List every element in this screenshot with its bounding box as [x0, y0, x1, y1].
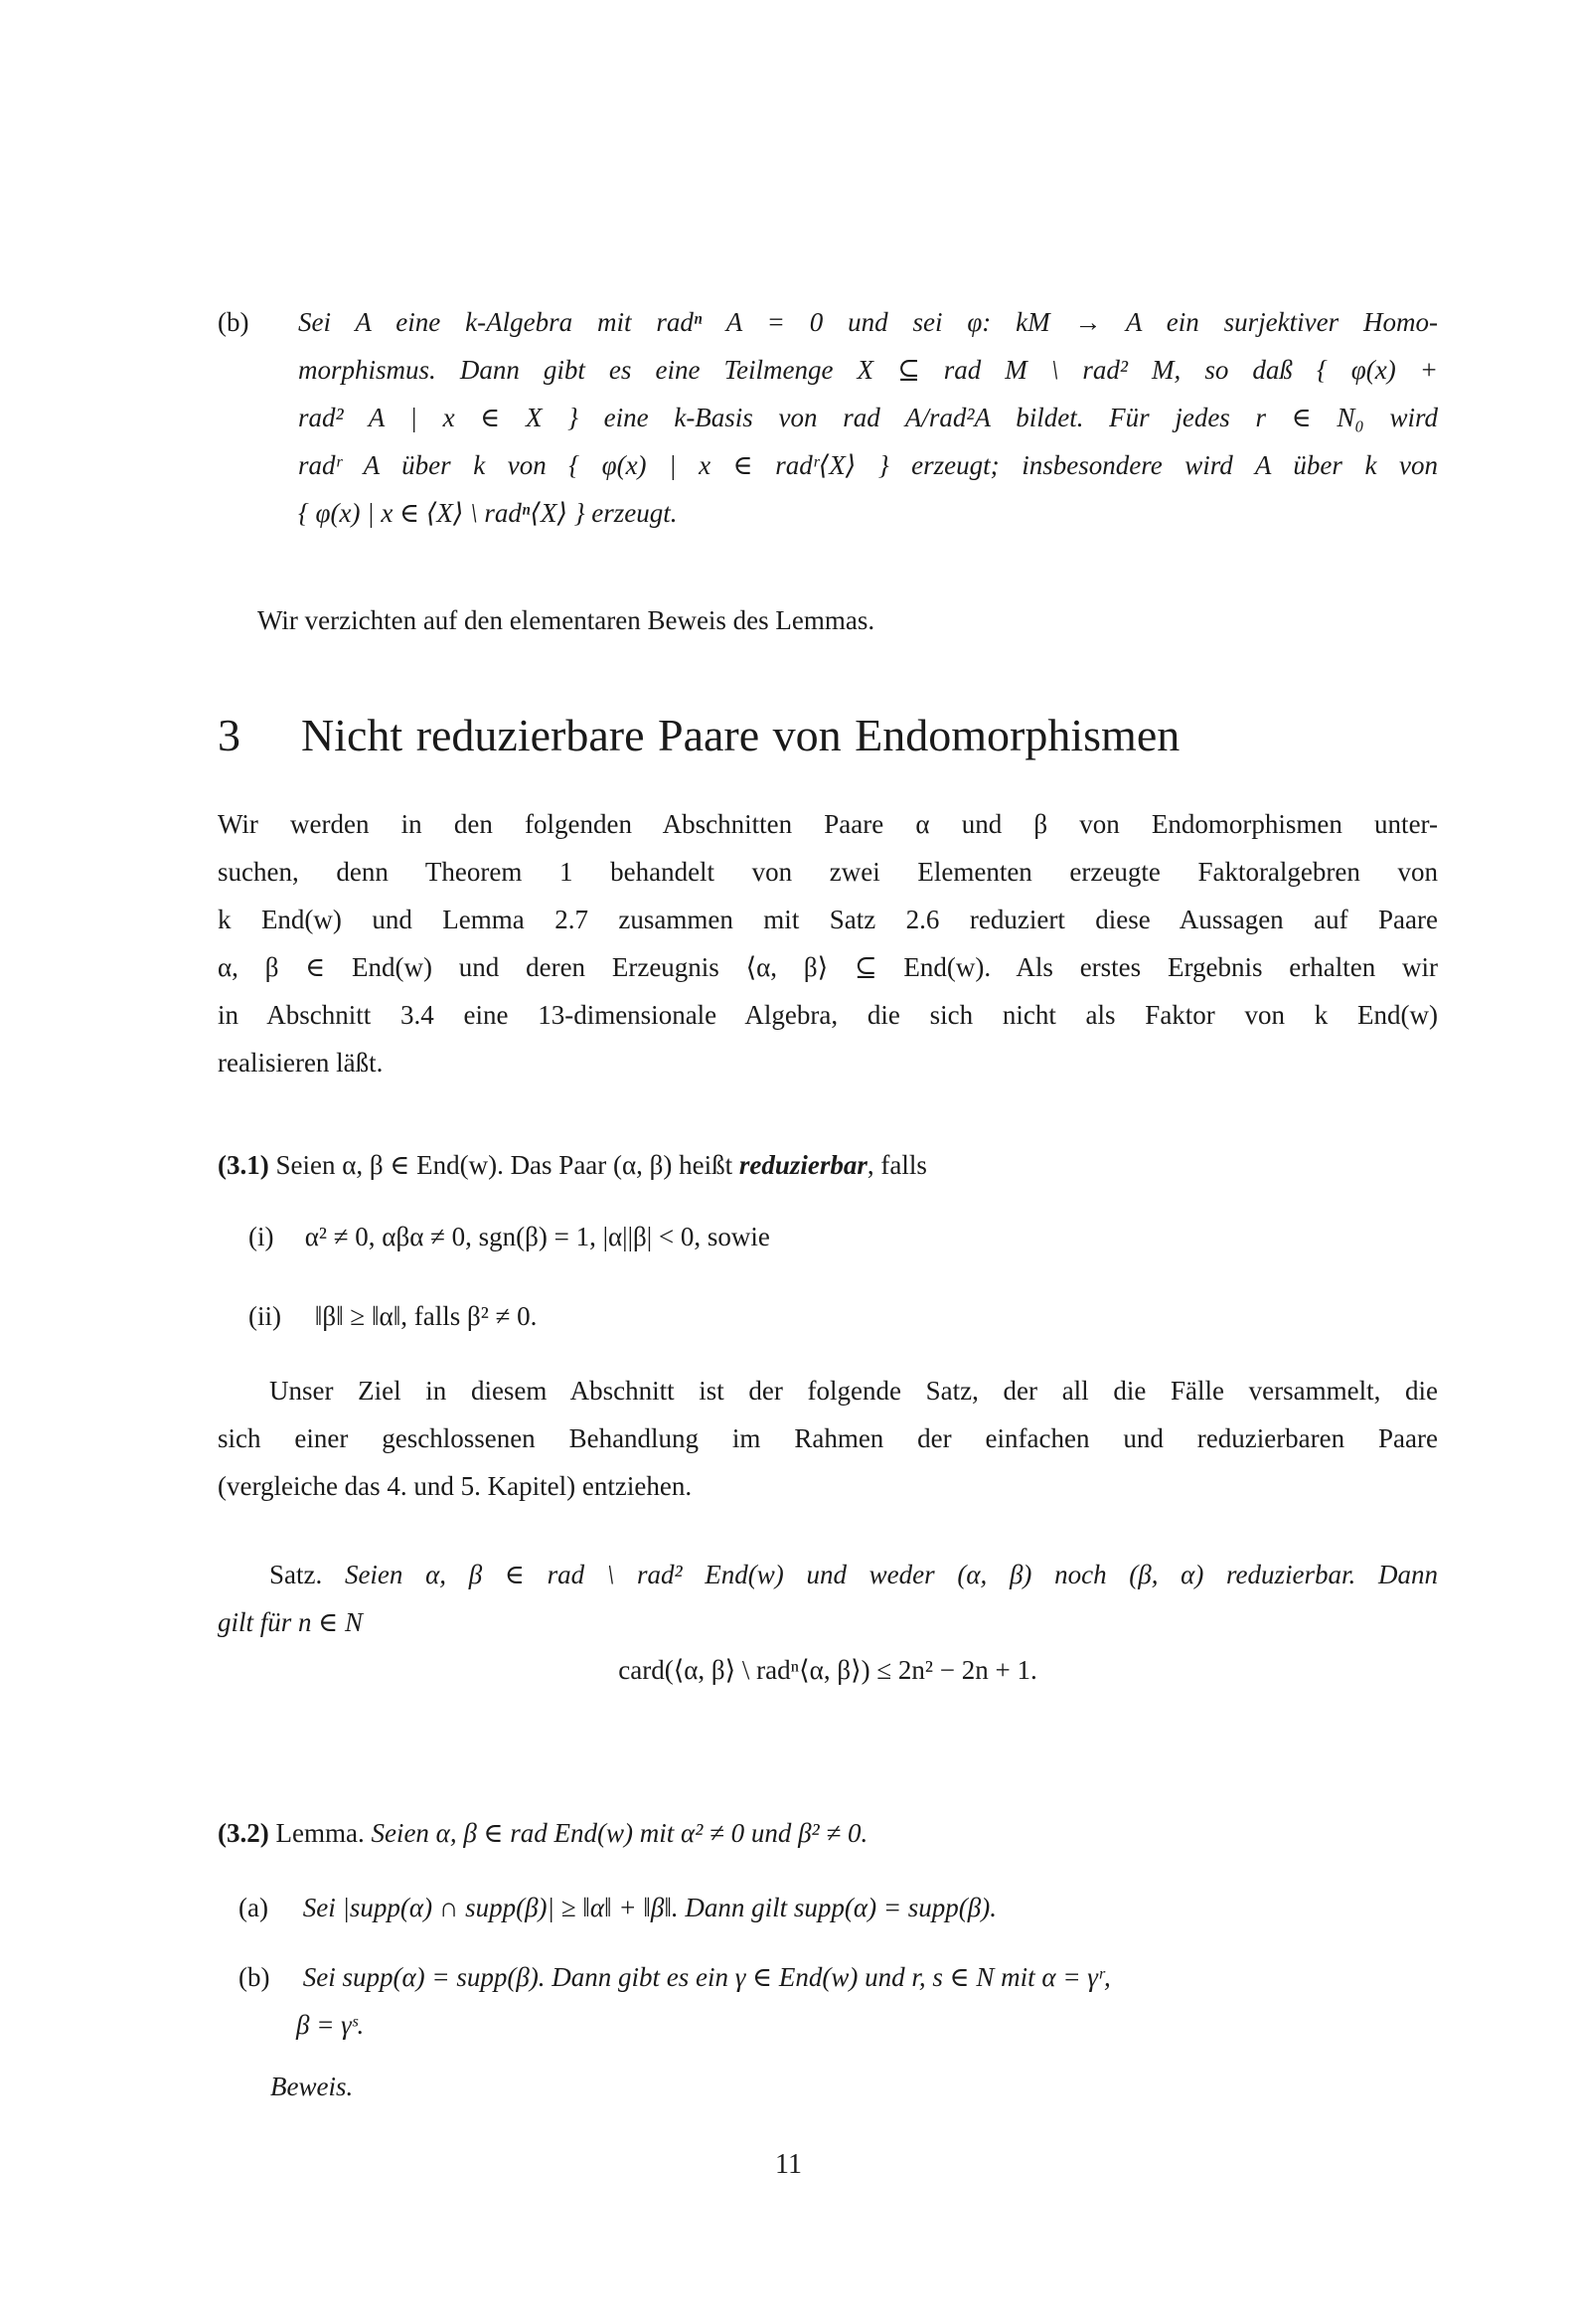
remark-text: Wir verzichten auf den elementaren Beweis des Lemmas. — [257, 605, 875, 635]
section-number: 3 — [218, 710, 240, 760]
item-label: (b) — [238, 1962, 270, 1992]
item-text: Sei supp(α) = supp(β). Dann gibt es ein γ ∈ End(w) und r, s ∈ N mit α = γʳ, — [302, 1962, 1111, 1992]
item-text: ‖β‖ ≥ ‖α‖, falls β² ≠ 0. — [314, 1301, 538, 1331]
defined-term: reduzierbar — [738, 1150, 867, 1180]
proof-label — [270, 2063, 668, 2110]
intro-paragraph — [218, 800, 1438, 1086]
definition-3-1 — [218, 1141, 1438, 1189]
paragraph-line: Unser Ziel in diesem Abschnitt ist der folgende Satz, der all die Fälle versammelt, die — [269, 1376, 1438, 1406]
lemma-name: Lemma. — [275, 1818, 365, 1848]
item-text: α² ≠ 0, αβα ≠ 0, sgn(β) = 1, |α||β| < 0, sowie — [304, 1222, 770, 1251]
paragraph-line: in Abschnitt 3.4 eine 13-dimensionale Algebra, die sich nicht als Faktor von k End(w) — [218, 1000, 1438, 1030]
lemma-text: Seien α, β ∈ rad End(w) mit α² ≠ 0 und β² ≠ 0. — [364, 1818, 868, 1848]
paragraph-line: (vergleiche das 4. und 5. Kapitel) entziehen. — [218, 1471, 693, 1501]
paragraph-line: α, β ∈ End(w) und deren Erzeugnis ⟨α, β⟩ ⊆ End(w). Als erstes Ergebnis erhalten wir — [218, 952, 1438, 982]
item-label: (a) — [238, 1893, 268, 1922]
paragraph-line: Wir werden in den folgenden Abschnitten Paare α und β von Endomorphismen unter- — [218, 809, 1438, 839]
theorem-satz — [218, 1551, 1438, 1694]
theorem-formula: card(⟨α, β⟩ \ radⁿ⟨α, β⟩) ≤ 2n² − 2n + 1. — [618, 1655, 1037, 1685]
paragraph-line: sich einer geschlossenen Behandlung im Rahmen der einfachen und reduzierbaren Paare — [218, 1423, 1438, 1453]
remark-paragraph — [218, 596, 1438, 644]
paragraph-line: suchen, denn Theorem 1 behandelt von zwei Elementen erzeugte Faktoralgebren von — [218, 857, 1438, 887]
theorem-text-line: gilt für n ∈ N — [218, 1607, 364, 1637]
lemma-part-b — [218, 298, 1438, 537]
lemma-label: (3.2) — [218, 1818, 269, 1848]
page-number: 11 — [775, 2149, 802, 2180]
lemma-text-line: morphismus. Dann gibt es eine Teilmenge X ⊆ rad M \ rad² M, so daß { φ(x) + — [298, 355, 1438, 385]
theorem-label: Satz. — [269, 1560, 323, 1589]
lemma-text-line: Sei A eine k-Algebra mit radⁿ A = 0 und sei φ: kM → A ein surjektiver Homo- — [298, 307, 1438, 337]
lemma-item-a — [238, 1884, 1381, 1931]
lemma-text-line: rad² A | x ∈ X } eine k-Basis von rad A/rad²A bildet. Für jedes r ∈ N₀ wird — [298, 403, 1438, 432]
goal-paragraph — [218, 1367, 1438, 1510]
lemma-3-2 — [218, 1809, 1438, 1857]
definition-text: Seien α, β ∈ End(w). Das Paar (α, β) heißt — [268, 1150, 739, 1180]
definition-text-end: , falls — [867, 1150, 927, 1180]
item-text-continuation: β = γˢ. — [296, 2010, 365, 2040]
definition-item-ii — [248, 1292, 1341, 1340]
theorem-text: Seien α, β ∈ rad \ rad² End(w) und weder (α, β) noch (β, α) reduzierbar. Dann — [322, 1560, 1438, 1589]
lemma-item-b — [238, 1953, 1441, 2049]
paragraph-line: realisieren läßt. — [218, 1048, 384, 1078]
definition-item-i — [248, 1213, 1341, 1260]
item-text: Sei |supp(α) ∩ supp(β)| ≥ ‖α‖ + ‖β‖. Dann gilt supp(α) = supp(β). — [302, 1893, 997, 1922]
section-heading — [218, 706, 1438, 765]
item-label: (i) — [248, 1222, 274, 1251]
section-title: Nicht reduzierbare Paare von Endomorphismen — [301, 710, 1181, 760]
lemma-text-line: radʳ A über k von { φ(x) | x ∈ radʳ⟨X⟩ } erzeugt; insbesondere wird A über k von — [298, 450, 1438, 480]
definition-label: (3.1) — [218, 1150, 269, 1180]
proof-label-text: Beweis. — [270, 2072, 354, 2101]
lemma-text-line: { φ(x) | x ∈ ⟨X⟩ \ radⁿ⟨X⟩ } erzeugt. — [298, 498, 678, 528]
item-label: (ii) — [248, 1301, 281, 1331]
item-label: (b) — [218, 307, 249, 337]
paragraph-line: k End(w) und Lemma 2.7 zusammen mit Satz 2.6 reduziert diese Aussagen auf Paare — [218, 905, 1438, 934]
